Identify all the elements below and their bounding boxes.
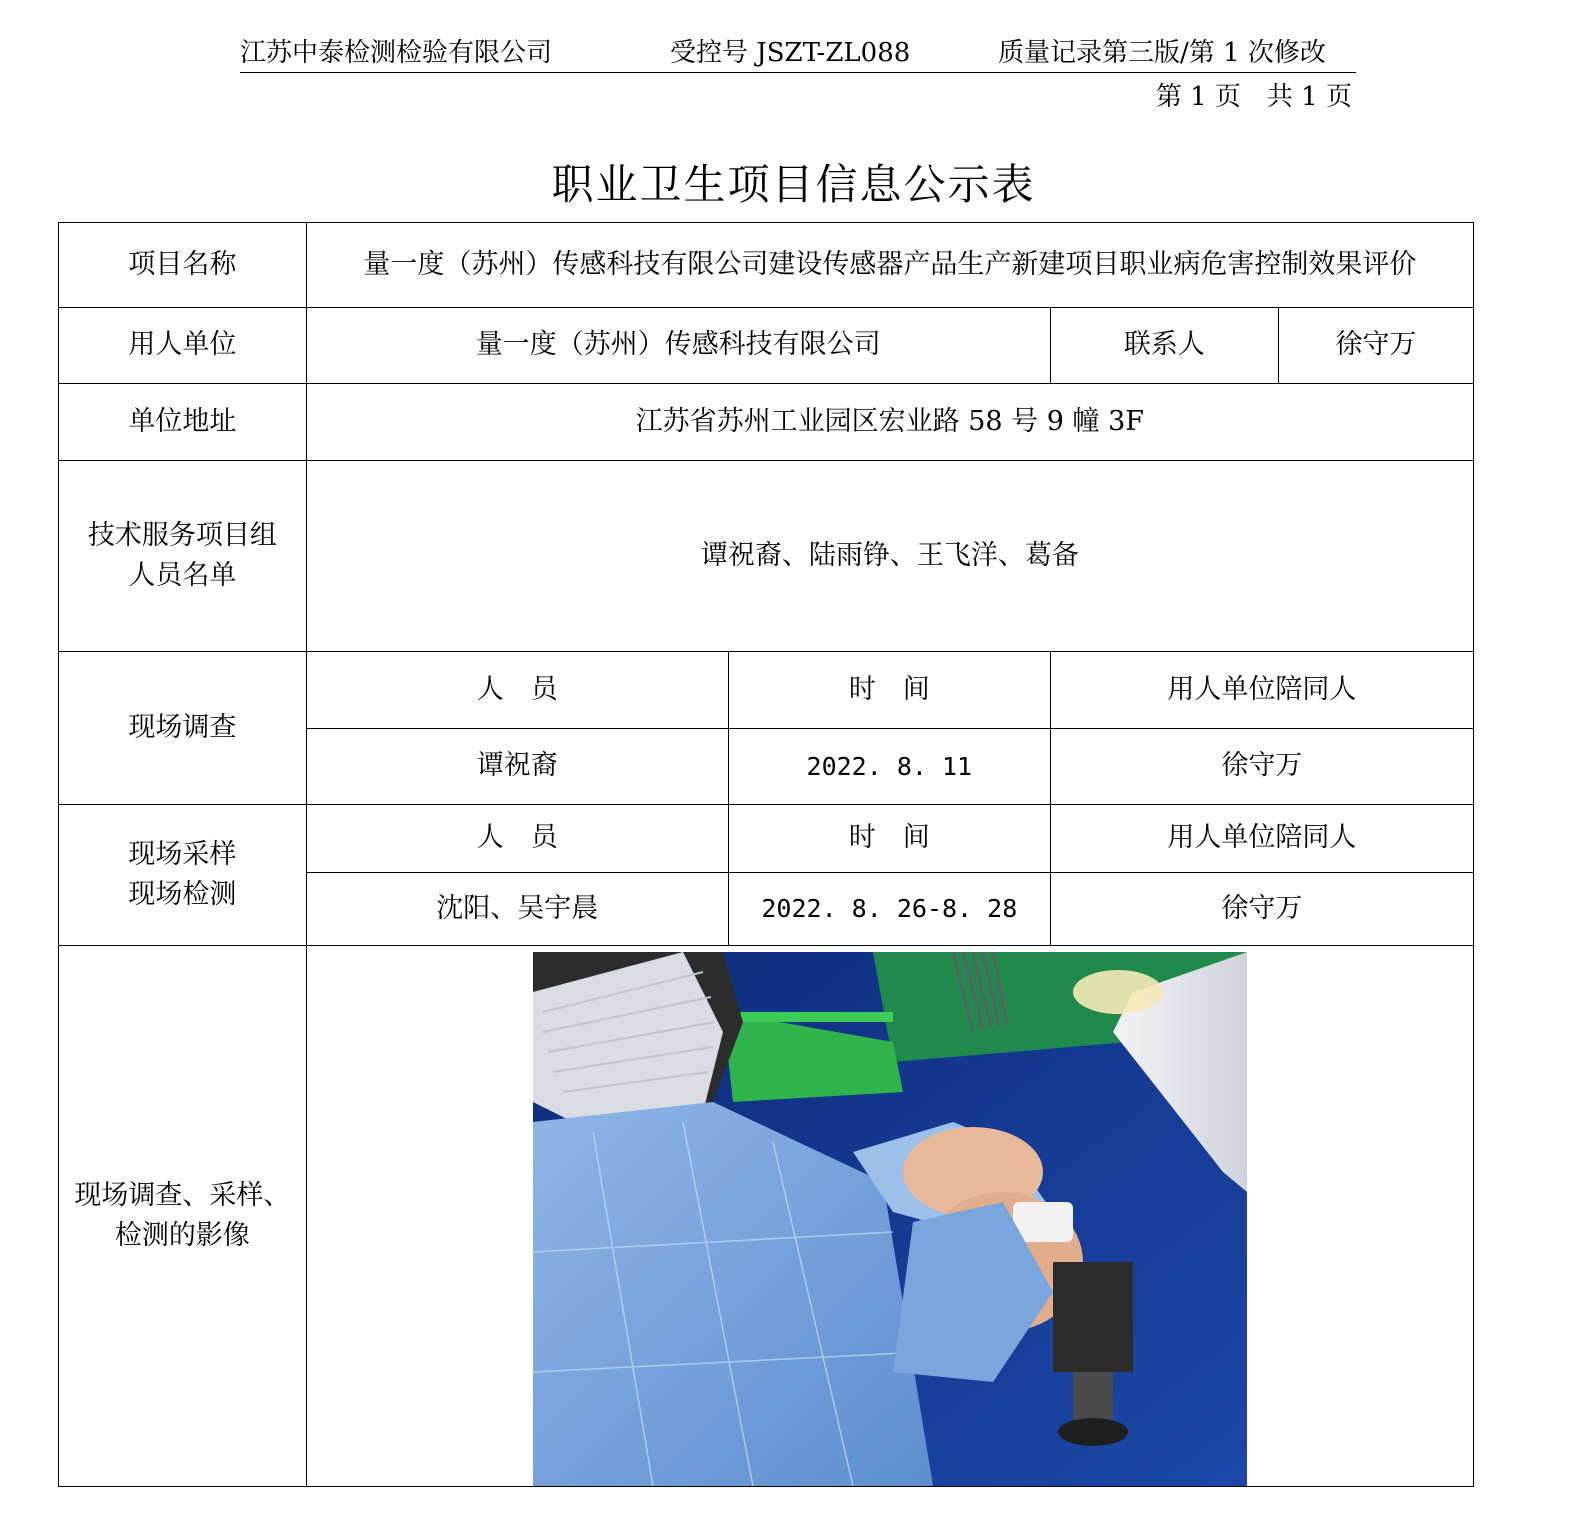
info-table <box>58 222 1474 1487</box>
site-photo-illustration <box>533 952 1247 1486</box>
contact-value: 徐守万 <box>1279 308 1474 384</box>
sampling-escort: 徐守万 <box>1050 873 1473 946</box>
row-images <box>59 946 1474 1487</box>
sampling-time: 2022. 8. 26-8. 28 <box>728 873 1050 946</box>
image-label <box>59 946 307 1487</box>
sampling-person: 沈阳、吴宇晨 <box>306 873 728 946</box>
employer-label: 用人单位 <box>59 308 307 384</box>
row-team <box>59 461 1474 652</box>
header-record-version: 质量记录第三版/第 1 次修改 <box>998 38 1326 68</box>
survey-col-escort: 用人单位陪同人 <box>1050 652 1473 729</box>
sampling-col-time: 时 间 <box>728 805 1050 873</box>
team-label-line-2: 人员名单 <box>128 560 237 591</box>
survey-col-person: 人 员 <box>306 652 728 729</box>
header-rule <box>240 72 1356 73</box>
survey-time: 2022. 8. 11 <box>728 729 1050 805</box>
image-label-line-1: 现场调查、采样、 <box>74 1179 291 1211</box>
row-project-name <box>59 223 1474 308</box>
header-control-number: 受控号 JSZT-ZL088 <box>670 38 911 68</box>
team-label-line-1: 技术服务项目组 <box>87 519 277 551</box>
survey-escort: 徐守万 <box>1050 729 1473 805</box>
page-title: 职业卫生项目信息公示表 <box>551 160 1036 209</box>
row-employer <box>59 308 1474 384</box>
site-photo <box>533 952 1247 1486</box>
survey-label: 现场调查 <box>59 652 307 805</box>
row-survey-header <box>59 652 1474 729</box>
team-members: 谭祝裔、陆雨铮、王飞洋、葛备 <box>306 461 1473 652</box>
address-label: 单位地址 <box>59 384 307 461</box>
sampling-label <box>59 805 307 946</box>
contact-label: 联系人 <box>1050 308 1278 384</box>
team-label <box>59 461 307 652</box>
image-label-line-2: 检测的影像 <box>114 1220 250 1251</box>
employer-value: 量一度（苏州）传感科技有限公司 <box>306 308 1050 384</box>
sampling-label-line-1: 现场采样 <box>128 838 237 870</box>
survey-person: 谭祝裔 <box>306 729 728 805</box>
row-address <box>59 384 1474 461</box>
address-value: 江苏省苏州工业园区宏业路 58 号 9 幢 3F <box>306 384 1473 461</box>
survey-col-time: 时 间 <box>728 652 1050 729</box>
image-cell <box>306 946 1473 1487</box>
project-name-label: 项目名称 <box>59 223 307 308</box>
project-name-value: 量一度（苏州）传感科技有限公司建设传感器产品生产新建项目职业病危害控制效果评价 <box>306 223 1473 308</box>
header-company: 江苏中泰检测检验有限公司 <box>240 38 553 68</box>
row-sampling-header <box>59 805 1474 873</box>
sampling-col-person: 人 员 <box>306 805 728 873</box>
sampling-label-line-2: 现场检测 <box>128 879 237 910</box>
page-info: 第 1 页 共 1 页 <box>1155 82 1352 112</box>
sampling-col-escort: 用人单位陪同人 <box>1050 805 1473 873</box>
